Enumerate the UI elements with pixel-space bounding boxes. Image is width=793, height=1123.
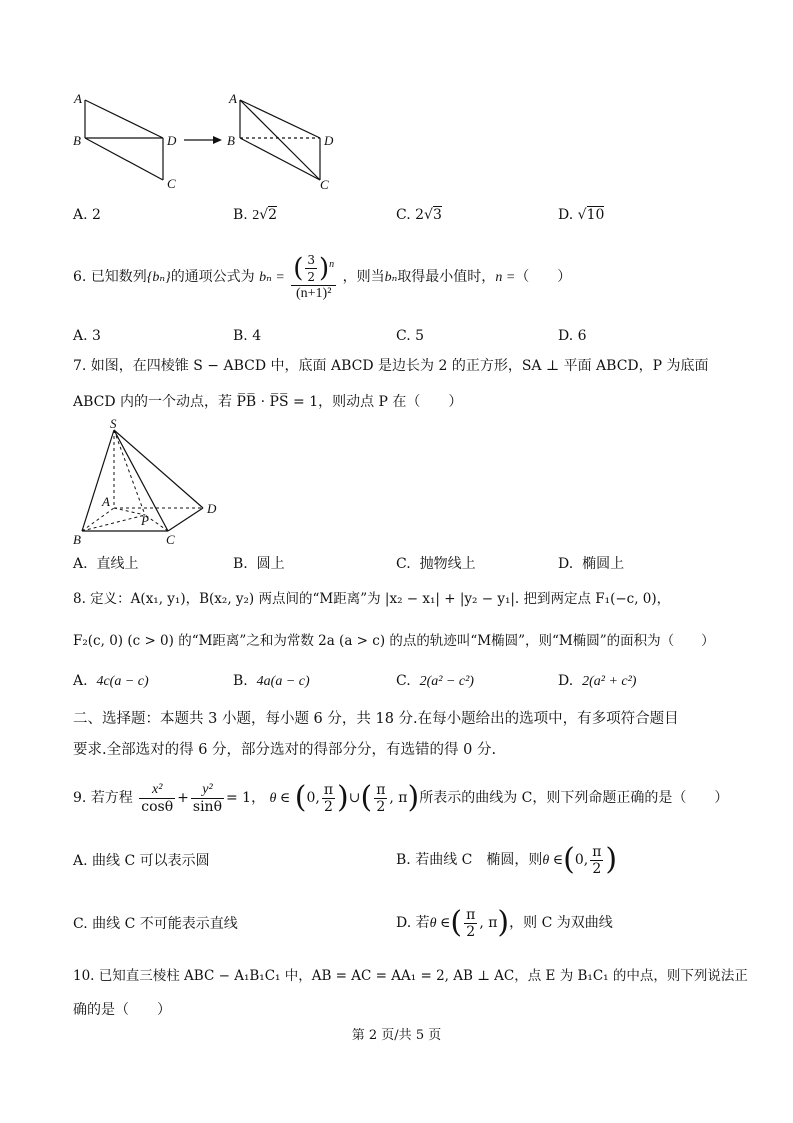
q6-option-c-label: C. <box>396 328 411 344</box>
q9-frac-y-num: y² <box>191 782 224 799</box>
q9-option-d-theta: θ ∈ <box>429 916 451 931</box>
q10-stem-line-1: 10. 已知直三棱柱 ABC − A₁B₁C₁ 中，AB = AC = AA₁ = 2, AB ⊥ AC，点 E 为 B₁C₁ 的中点，则下列说法正 <box>73 968 748 984</box>
q5-left-label-B: B <box>73 133 81 148</box>
q9-stem: 9. 若方程 $\frac{\text{x²}}{\cos\theta}$ + $\frac{\text{y²}}{\sin\theta}$ = 1， θ ∈ (0, $\frac{\pi}{2}$ )∪( $\frac{\pi}{2}$ , π)所表示的曲线为 C，则下列命题正确的是（ ） <box>73 780 729 815</box>
q6-exp: n <box>329 258 335 270</box>
q5-right-label-A: A <box>229 91 237 106</box>
q8-option-c[interactable] <box>396 671 474 692</box>
q5-option-b[interactable] <box>233 205 277 226</box>
q9-option-b[interactable]: B. 若曲线 C 椭圆，则θ ∈(0, $\frac{\pi}{2}$ ) <box>396 842 618 877</box>
q9-plus: + <box>177 790 189 806</box>
q9-option-a[interactable]: A. 曲线 C 可以表示圆 <box>73 853 210 869</box>
q7-label-B: B <box>73 532 81 547</box>
q7-option-d-value: 椭圆上 <box>582 556 625 572</box>
q9-number: 9. <box>73 790 87 806</box>
q6-option-a-label: A. <box>73 328 88 344</box>
q7-option-a-label: A. <box>73 556 88 572</box>
q9-option-b-two: 2 <box>592 860 602 877</box>
q6-fraction <box>291 252 336 302</box>
q7-label-P: P <box>141 513 149 528</box>
q6-text-2: 的通项公式为 <box>170 269 255 285</box>
q8-option-d-label: D. <box>558 673 574 689</box>
q6-text-3: ，则当 <box>342 269 385 285</box>
q6-option-a[interactable] <box>73 326 101 346</box>
q6-option-b-value: 4 <box>252 328 262 344</box>
q7-option-d-label: D. <box>558 556 574 572</box>
page-footer: 第 2 页/共 5 页 <box>351 1028 442 1043</box>
q7-option-a[interactable] <box>73 554 138 574</box>
q6-bn2: bₙ <box>384 270 398 285</box>
q9-option-d-two: 2 <box>466 923 476 940</box>
section-2-instructions-line-2: 要求.全部选对的得 6 分，部分选对的得部分分，有选错的得 0 分. <box>73 742 497 758</box>
q5-option-b-label: B. <box>233 207 248 223</box>
q7-option-b[interactable] <box>233 554 285 574</box>
q6-inner-den: 2 <box>307 270 316 284</box>
q6-option-b[interactable] <box>233 326 261 346</box>
q6-option-a-value: 3 <box>92 328 101 344</box>
q9-pi-over-2-b <box>374 782 387 815</box>
q5-option-b-coef: 2 <box>252 208 260 223</box>
q5-option-c-radicand: 3 <box>432 207 442 223</box>
q6-option-c-value: 5 <box>415 328 425 344</box>
q9-option-b-pi-over-2 <box>590 844 603 877</box>
q7-stem-line-2: ABCD 内的一个动点，若 P̅B̅ · P̅S̅ = 1，则动点 P 在（ ） <box>73 394 463 410</box>
q5-right-label-B: B <box>227 133 235 148</box>
q8-option-b[interactable] <box>233 671 310 692</box>
q9-option-d-text-1: D. 若 <box>396 915 430 931</box>
q5-option-d[interactable] <box>558 205 604 225</box>
q9-frac-x <box>139 782 175 815</box>
q5-left-label-D: D <box>167 133 177 148</box>
q6-n-eq: n = <box>495 270 516 285</box>
q5-option-d-radicand: 10 <box>586 207 605 223</box>
q9-option-c[interactable]: C. 曲线 C 不可能表示直线 <box>73 916 238 932</box>
q9-option-d-pi-over-2 <box>464 907 477 940</box>
q9-theta-in: θ ∈ <box>269 791 291 806</box>
q8-option-a-label: A. <box>73 673 88 689</box>
q5-left-label-C: C <box>167 176 176 191</box>
q7-option-d[interactable] <box>558 554 624 574</box>
q6-text-1: 已知数列 <box>90 269 147 285</box>
q6-option-d[interactable] <box>558 326 587 346</box>
q5-left-shape <box>85 100 163 180</box>
sqrt-icon: √ <box>259 207 269 223</box>
q9-frac-y-den: sinθ <box>192 798 222 815</box>
sqrt-icon: √ <box>424 207 433 223</box>
q6-bn: bₙ = <box>259 270 285 285</box>
q9-frac-x-num: x² <box>139 782 175 799</box>
q6-number: 6. <box>73 269 87 285</box>
q8-option-c-value: 2(a² − c²) <box>419 674 474 689</box>
q7-pyramid-figure <box>70 418 230 548</box>
q9-eq1: = 1， <box>226 790 266 806</box>
q5-figure <box>70 90 360 195</box>
q6-option-c[interactable] <box>396 326 424 346</box>
q8-stem-line-1: 8. 定义：A(x₁, y₁)，B(x₂, y₂) 两点间的“M距离”为 |x₂ − x₁| + |y₂ − y₁|. 把到两定点 F₁(−c, 0)， <box>73 591 671 607</box>
q9-option-d-int: , π <box>479 915 498 931</box>
q8-option-c-label: C. <box>396 673 411 689</box>
q6-seq: {bₙ} <box>146 270 171 285</box>
q8-option-a-value: 4c(a − c) <box>96 674 149 689</box>
q5-option-b-radicand: 2 <box>268 207 278 223</box>
q9-option-b-theta: θ ∈ <box>542 853 564 868</box>
q9-option-b-text: B. 若曲线 C 椭圆，则 <box>396 852 543 868</box>
q5-option-c-coef: 2 <box>415 207 425 223</box>
q6-option-d-value: 6 <box>577 328 587 344</box>
q9-option-b-pi: π <box>592 843 602 860</box>
q7-option-c-value: 抛物线上 <box>419 556 476 572</box>
q9-two-a: 2 <box>323 798 333 815</box>
q9-pi-over-2-a <box>322 782 335 815</box>
q5-right-label-C: C <box>320 177 329 192</box>
q6-stem <box>73 252 571 303</box>
q7-label-C: C <box>166 532 175 547</box>
q7-label-D: D <box>207 501 217 516</box>
q5-option-a-value: 2 <box>92 207 101 223</box>
q9-pi-a: π <box>323 781 334 798</box>
q5-option-c-label: C. <box>396 207 411 223</box>
q9-two-b: 2 <box>376 798 386 815</box>
q5-right-shape <box>240 100 320 180</box>
q9-int1-a: 0, <box>306 790 320 806</box>
q7-option-a-value: 直线上 <box>96 556 139 572</box>
q8-option-d[interactable] <box>558 671 636 692</box>
q7-label-A: A <box>102 494 110 509</box>
q8-option-a[interactable] <box>73 671 149 692</box>
q6-text-4: 取得最小值时， <box>397 269 496 285</box>
sqrt-icon: √ <box>577 207 587 223</box>
q5-option-a[interactable] <box>73 205 101 225</box>
q9-int2-b: , π <box>389 790 408 806</box>
q8-option-b-label: B. <box>233 673 248 689</box>
q9-frac-x-den: cosθ <box>141 798 174 815</box>
q7-option-b-value: 圆上 <box>256 556 285 572</box>
q9-text-1: 若方程 <box>90 790 133 806</box>
q10-stem-line-2: 确的是（ ） <box>73 1002 171 1018</box>
q9-cup: ∪ <box>348 790 361 806</box>
q5-option-d-label: D. <box>558 207 574 223</box>
q7-stem-line-1: 7. 如图，在四棱锥 S − ABCD 中，底面 ABCD 是边长为 2 的正方形，SA ⊥ 平面 ABCD，P 为底面 <box>73 358 709 374</box>
q8-option-d-value: 2(a² + c²) <box>582 674 637 689</box>
q5-option-a-label: A. <box>73 207 88 223</box>
q7-label-S: S <box>110 418 117 431</box>
q9-text-2: 所表示的曲线为 C，则下列命题正确的是（ ） <box>419 790 729 806</box>
q9-option-d-pi: π <box>466 906 476 923</box>
q6-answer-paren: （ ） <box>515 269 572 285</box>
q5-arrow <box>184 136 222 144</box>
q6-inner-num: 3 <box>307 253 316 267</box>
q9-option-d[interactable]: D. 若θ ∈( $\frac{\pi}{2}$ , π)，则 C 为双曲线 <box>396 905 613 940</box>
q6-fraction-denominator: (n+1)² <box>295 286 332 301</box>
q9-pi-b: π <box>376 781 386 798</box>
q6-option-b-label: B. <box>233 328 248 344</box>
q6-option-d-label: D. <box>558 328 574 344</box>
q6-fraction-numerator: ( $\frac{3}{2}$ )$^n$ <box>293 253 335 284</box>
q5-right-label-D: D <box>324 133 334 148</box>
q9-frac-y <box>191 782 224 815</box>
section-2-instructions-line-1: 二、选择题：本题共 3 小题，每小题 6 分，共 18 分.在每小题给出的选项中，有多项符合题目 <box>73 711 679 727</box>
q9-option-d-text-2: ，则 C 为双曲线 <box>509 915 613 931</box>
q5-option-c[interactable] <box>396 205 442 225</box>
q7-option-b-label: B. <box>233 556 248 572</box>
q8-option-b-value: 4a(a − c) <box>256 674 310 689</box>
q5-left-label-A: A <box>74 91 82 106</box>
q7-option-c-label: C. <box>396 556 411 572</box>
q8-stem-line-2: F₂(c, 0) (c > 0) 的“M距离”之和为常数 2a (a > c) 的点的轨迹叫“M椭圆”，则“M椭圆”的面积为（ ） <box>73 633 715 649</box>
q9-option-b-int: 0, <box>574 852 589 868</box>
q7-option-c[interactable] <box>396 554 476 574</box>
